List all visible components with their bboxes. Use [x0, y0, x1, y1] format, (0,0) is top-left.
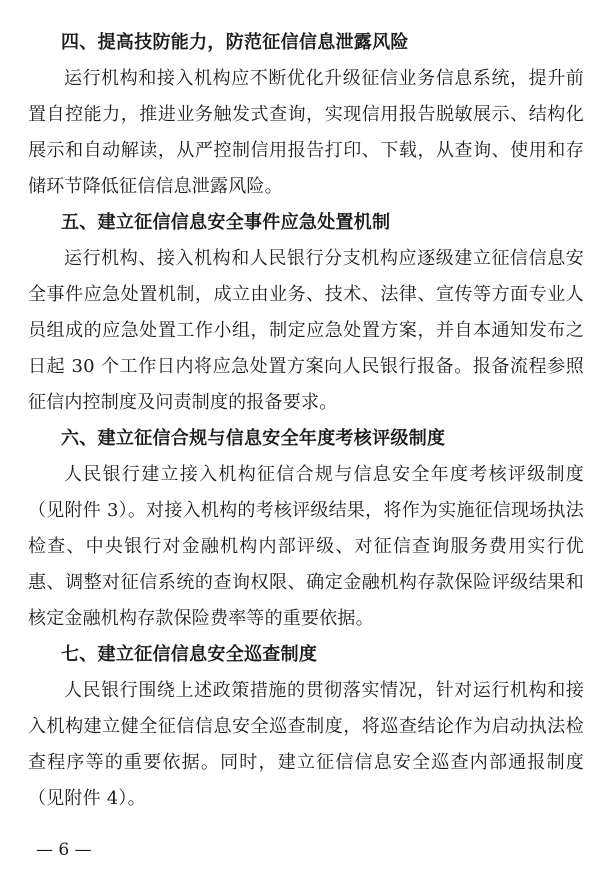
section-heading: 五、建立征信信息安全事件应急处置机制 [61, 212, 391, 233]
section-five [28, 205, 584, 421]
section-seven [28, 637, 584, 817]
section-four [28, 25, 584, 205]
section-paragraph: 人民银行建立接入机构征信合规与信息安全年度考核评级制度（见附件 3）。对接入机构的考核评级结果，将作为实施征信现场执法检查、中央银行对金融机构内部评级、对征信查询服务费用实行优惠、调整对征信系统的查询权限、确定金融机构存款保险评级结果和核定金融机构存款保险费率等的重要依据。 [28, 464, 584, 629]
section-paragraph: 运行机构、接入机构和人民银行分支机构应逐级建立征信信息安全事件应急处置机制，成立由业务、技术、法律、宣传等方面专业人员组成的应急处置工作小组，制定应急处置方案，并自本通知发布之日起 30 个工作日内将应急处置方案向人民银行报备。报备流程参照征信内控制度及问责制度的报备要求。 [28, 248, 584, 413]
section-heading: 四、提高技防能力，防范征信信息泄露风险 [61, 32, 409, 53]
section-paragraph: 运行机构和接入机构应不断优化升级征信业务信息系统，提升前置自控能力，推进业务触发式查询，实现信用报告脱敏展示、结构化展示和自动解读，从严控制信用报告打印、下载，从查询、使用和存储环节降低征信信息泄露风险。 [28, 68, 584, 197]
section-heading: 七、建立征信信息安全巡查制度 [61, 644, 318, 665]
section-six [28, 421, 584, 637]
section-paragraph: 人民银行围绕上述政策措施的贯彻落实情况，针对运行机构和接入机构建立健全征信信息安全巡查制度，将巡查结论作为启动执法检查程序等的重要依据。同时，建立征信信息安全巡查内部通报制度（见附件 4）。 [28, 680, 584, 809]
section-heading: 六、建立征信合规与信息安全年度考核评级制度 [61, 428, 446, 449]
page-number: — 6 — [36, 840, 92, 860]
